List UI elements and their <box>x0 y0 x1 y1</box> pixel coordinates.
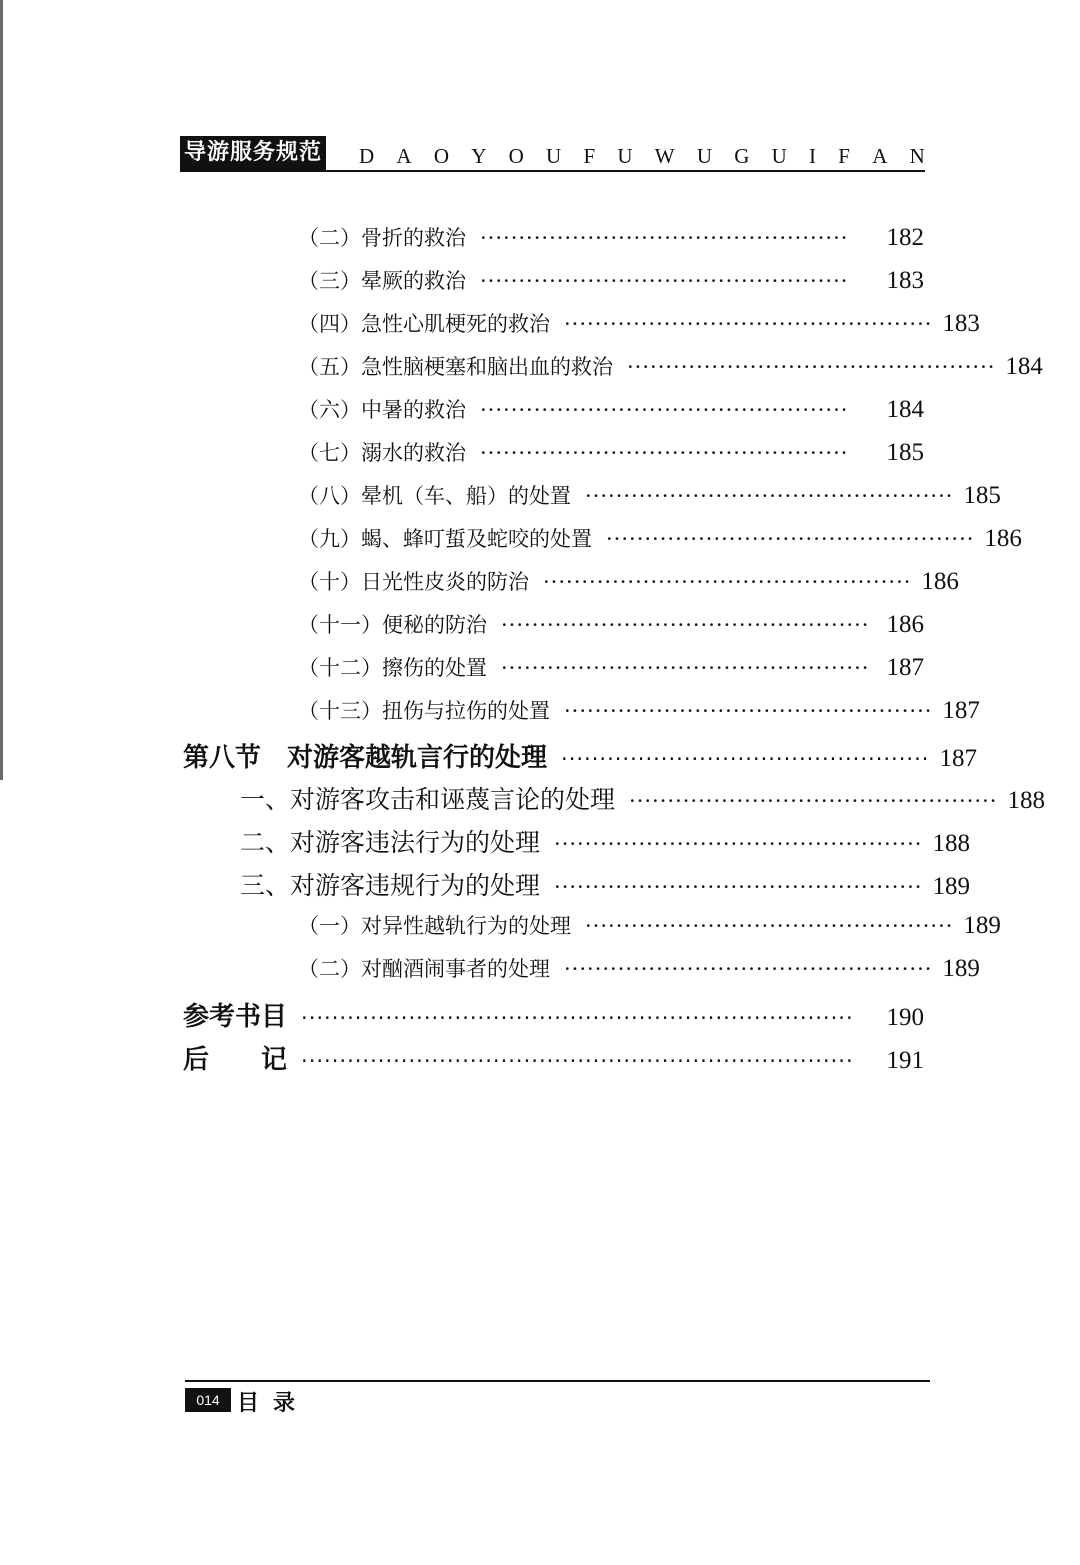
pinyin-letter: F <box>838 144 850 168</box>
toc-entry-title: 后 记 <box>183 1045 288 1075</box>
toc-entry-page: 189 <box>963 912 1001 939</box>
toc-entry[interactable] <box>298 265 924 295</box>
toc-afterword[interactable] <box>183 1039 924 1076</box>
toc-entry[interactable] <box>298 953 980 983</box>
toc-bibliography[interactable] <box>183 996 924 1033</box>
pinyin-letter: O <box>508 144 524 168</box>
header-rule <box>180 170 925 172</box>
toc-entry[interactable] <box>298 351 1043 381</box>
toc-entry[interactable] <box>298 566 959 596</box>
pinyin-letter: O <box>433 144 449 168</box>
dot-leader: ················································ <box>554 875 923 899</box>
toc-entry-title: （二）对酗酒闹事者的处理 <box>298 957 550 981</box>
dot-leader: ········································································ <box>301 1006 854 1030</box>
toc-entry-page: 186 <box>984 525 1022 552</box>
toc-entry-page: 186 <box>921 568 959 595</box>
toc-entry-page: 185 <box>963 482 1001 509</box>
toc-entry-title: （九）蝎、蜂叮蜇及蛇咬的处置 <box>298 527 592 551</box>
pinyin-letter: G <box>734 144 750 168</box>
toc-entry-page: 188 <box>1007 787 1045 814</box>
dot-leader: ················································ <box>585 484 954 508</box>
toc-entry-title: （六）中暑的救治 <box>298 398 466 422</box>
toc-entry-title: 参考书目 <box>183 1002 288 1032</box>
dot-leader: ················································ <box>564 312 933 336</box>
toc-entry-page: 190 <box>886 1004 924 1031</box>
dot-leader: ········································································ <box>301 1049 854 1073</box>
dot-leader: ················································ <box>627 355 996 379</box>
toc-entry[interactable] <box>298 523 1022 553</box>
toc-entry[interactable] <box>298 652 924 682</box>
pinyin-letter: U <box>771 144 787 168</box>
dot-leader: ················································ <box>606 527 975 551</box>
toc-entry[interactable] <box>298 480 1001 510</box>
toc-entry-title: 第八节 对游客越轨言行的处理 <box>183 743 548 773</box>
toc-entry-page: 182 <box>886 224 924 251</box>
pinyin-letter: W <box>654 144 675 168</box>
pinyin-letter: A <box>396 144 412 168</box>
toc-entry-title: （三）晕厥的救治 <box>298 269 466 293</box>
toc-entry-title: （五）急性脑梗塞和脑出血的救治 <box>298 355 613 379</box>
book-title: 导游服务规范 <box>180 136 326 170</box>
pinyin-letter: U <box>546 144 562 168</box>
dot-leader: ················································ <box>543 570 912 594</box>
toc-entry-title: 一、对游客攻击和诬蔑言论的处理 <box>240 785 616 814</box>
toc-entry-title: （十二）擦伤的处置 <box>298 656 487 680</box>
page-edge-line <box>0 0 3 780</box>
toc-entry-title: （七）溺水的救治 <box>298 441 466 465</box>
toc-entry-page: 186 <box>886 611 924 638</box>
toc-entry[interactable] <box>240 866 970 902</box>
pinyin-letter: U <box>617 144 633 168</box>
pinyin-letter: N <box>909 144 925 168</box>
toc-entry-page: 184 <box>1005 353 1043 380</box>
toc-entry-page: 183 <box>886 267 924 294</box>
dot-leader: ················································ <box>480 398 849 422</box>
pinyin-letter: Y <box>471 144 487 168</box>
dot-leader: ················································ <box>480 269 849 293</box>
toc-entry[interactable] <box>298 609 924 639</box>
pinyin-letter: F <box>583 144 596 168</box>
toc-entry-title: 二、对游客违法行为的处理 <box>240 828 541 857</box>
footer-rule <box>185 1380 930 1382</box>
toc-entry[interactable] <box>298 308 980 338</box>
toc-entry[interactable] <box>240 823 970 859</box>
page-number: 014 <box>185 1388 231 1412</box>
toc-entry[interactable] <box>240 780 1045 816</box>
running-header <box>180 136 925 172</box>
toc-entry-page: 189 <box>942 955 980 982</box>
toc-entry[interactable] <box>298 437 924 467</box>
dot-leader: ················································ <box>564 957 933 981</box>
pinyin-letter: I <box>809 144 817 168</box>
pinyin-letter: D <box>359 144 375 168</box>
footer-label: 目录 <box>237 1391 310 1416</box>
toc-entry-title: （二）骨折的救治 <box>298 226 466 250</box>
toc-entry-title: （十）日光性皮炎的防治 <box>298 570 529 594</box>
toc-entry-page: 188 <box>932 830 970 857</box>
toc-entry-page: 191 <box>886 1047 924 1074</box>
dot-leader: ················································ <box>585 914 954 938</box>
toc-entry-title: （四）急性心肌梗死的救治 <box>298 312 550 336</box>
toc-entry-page: 187 <box>886 654 924 681</box>
toc-entry-page: 183 <box>942 310 980 337</box>
dot-leader: ················································ <box>564 699 933 723</box>
toc-entry[interactable] <box>298 394 924 424</box>
dot-leader: ················································ <box>480 226 849 250</box>
book-title-pinyin <box>355 136 925 170</box>
toc-entry-page: 185 <box>886 439 924 466</box>
toc-section-heading[interactable] <box>183 737 977 774</box>
dot-leader: ················································ <box>554 832 923 856</box>
toc-entry-title: （十一）便秘的防治 <box>298 613 487 637</box>
pinyin-letter: U <box>696 144 712 168</box>
toc-entry-title: （八）晕机（车、船）的处置 <box>298 484 571 508</box>
toc-entry-page: 187 <box>942 697 980 724</box>
toc-entry-page: 189 <box>932 873 970 900</box>
toc-entry[interactable] <box>298 910 1001 940</box>
toc-entry[interactable] <box>298 222 924 252</box>
toc-entry-page: 184 <box>886 396 924 423</box>
toc-entry-title: 三、对游客违规行为的处理 <box>240 871 541 900</box>
dot-leader: ················································ <box>480 441 849 465</box>
dot-leader: ················································ <box>629 789 998 813</box>
pinyin-letter: A <box>872 144 888 168</box>
toc-entry-page: 187 <box>939 745 977 772</box>
dot-leader: ················································ <box>561 747 930 771</box>
toc-entry-title: （十三）扭伤与拉伤的处置 <box>298 699 550 723</box>
dot-leader: ················································ <box>501 656 870 680</box>
running-footer <box>185 1380 930 1420</box>
dot-leader: ················································ <box>501 613 870 637</box>
toc-entry[interactable] <box>298 695 980 725</box>
toc-entry-title: （一）对异性越轨行为的处理 <box>298 914 571 938</box>
